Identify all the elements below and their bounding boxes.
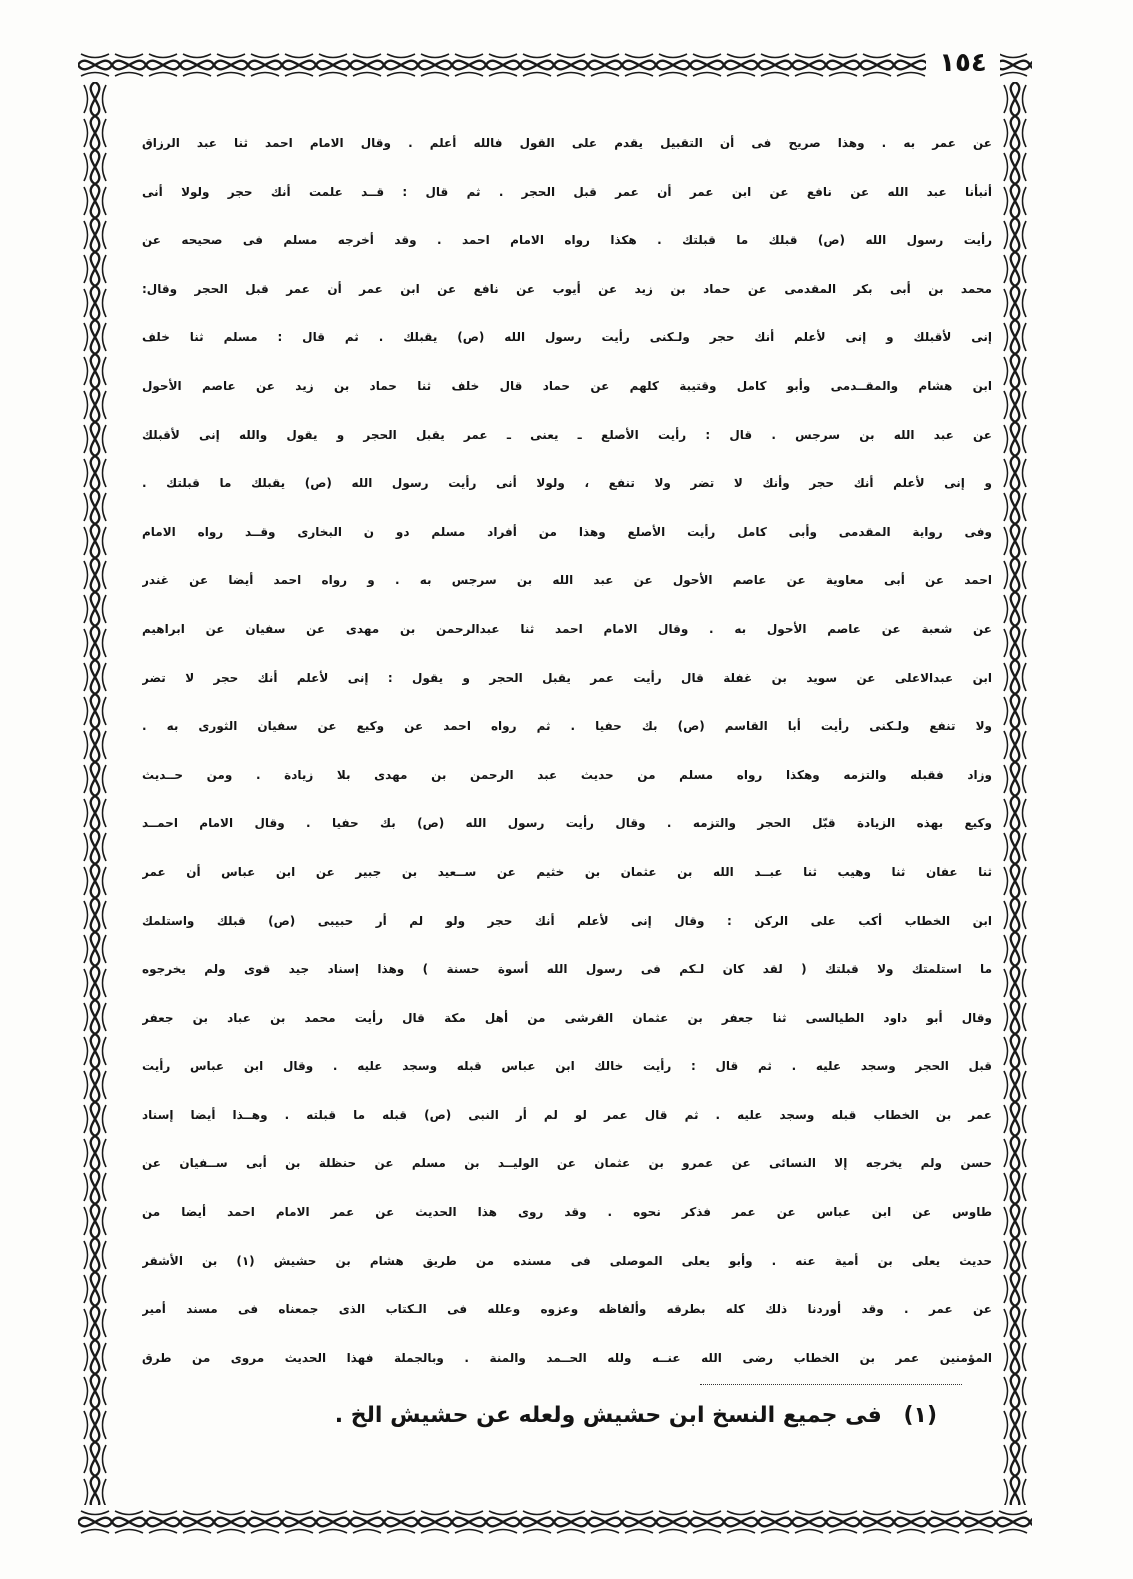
text-line-content: قبل الحجر وسجد عليه . ثم قال : رأيت خالك ابن عباس قبله وسجد عليه . وقال ابن عباس رأيت	[142, 1059, 992, 1074]
border-right	[998, 82, 1032, 1505]
text-line-content: وكيع بهذه الزيادة قبّل الحجر والتزمه . وقال رأيت رسول الله (ص) بك حفيا . وقال الامام احمــد	[142, 816, 992, 831]
border-bottom	[78, 1505, 1032, 1539]
text-line-content: عن عمر . وقد أوردنا ذلك كله بطرقه وألفاظه وعزوه وعلله فى الـكتاب الذى جمعناه فى مسند أمير	[142, 1302, 992, 1317]
text-line	[142, 654, 992, 703]
text-line	[142, 897, 992, 946]
text-line	[142, 313, 992, 362]
text-line	[142, 216, 992, 265]
text-line	[142, 119, 992, 168]
text-line-content: عن عبد الله بن سرجس . قال : رأيت الأصلع ـ يعنى ـ عمر يقبل الحجر و يقول والله إنى لأقبلك	[142, 427, 992, 442]
text-line	[142, 362, 992, 411]
text-line-content: وقال أبو داود الطيالسى ثنا جعفر بن عثمان القرشى من أهل مكة قال رأيت محمد بن عباد بن جعفر	[142, 1010, 992, 1025]
text-line-content: احمد عن أبى معاوية عن عاصم الأحول عن عبد الله بن سرجس به . و رواه احمد أيضا عن غندر	[142, 573, 992, 588]
footnote	[334, 1396, 937, 1436]
body-text	[142, 119, 992, 1382]
text-line	[142, 994, 992, 1043]
text-line	[142, 265, 992, 314]
text-line-content: حسن ولم يخرجه إلا النسائى عن عمرو بن عثمان عن الوليــد بن مسلم عن حنظلة بن أبى ســفيان عن	[142, 1156, 992, 1171]
text-line-content: ابن هشام والمقــدمى وأبو كامل وقتيبة كلهم عن حماد قال خلف ثنا حماد بن زيد عن عاصم الأحول	[142, 378, 992, 393]
text-line	[142, 945, 992, 994]
text-line	[142, 1188, 992, 1237]
text-line-content: ولا تنفع ولـكنى رأيت أبا القاسم (ص) بك حفيا . ثم رواه احمد عن وكيع عن سفيان الثورى به .	[142, 719, 992, 734]
text-line	[142, 1042, 992, 1091]
text-line	[142, 459, 992, 508]
text-line-content: طاوس عن ابن عباس عن عمر فذكر نحوه . وقد روى هذا الحديث عن عمر الامام احمد أيضا من	[142, 1205, 992, 1220]
page-number: ١٥٤	[926, 42, 1000, 84]
border-top	[78, 48, 1032, 82]
text-line-content: وزاد فقبله والتزمه وهكذا رواه مسلم من حديث عبد الرحمن بن مهدى بلا زيادة . ومن حــديث	[142, 767, 992, 782]
text-line	[142, 799, 992, 848]
text-line	[142, 1139, 992, 1188]
text-line-content: ابن عبدالاعلى عن سويد بن غفلة قال رأيت عمر يقبل الحجر و يقول : إنى لأعلم أنك حجر لا تضر	[142, 670, 992, 685]
text-line-content: رأيت رسول الله (ص) قبلك ما قبلتك . هكذا رواه الامام احمد . وقد أخرجه مسلم فى صحيحه عن	[142, 233, 992, 248]
text-line-content: عن شعبة عن عاصم الأحول به . وقال الامام احمد ثنا عبدالرحمن بن مهدى عن سفيان عن ابراهيم	[142, 621, 992, 636]
text-line	[142, 556, 992, 605]
text-line	[142, 1334, 992, 1383]
text-line	[142, 751, 992, 800]
footnote-separator	[700, 1384, 962, 1385]
text-line	[142, 1285, 992, 1334]
text-line-content: عن عمر به . وهذا صريح فى أن التقبيل يقدم على القول فالله أعلم . وقال الامام احمد ثنا عبد الرزاق	[142, 136, 992, 150]
text-line-content: ابن الخطاب أكب على الركن : وقال إنى لأعلم أنك حجر ولو لم أر حبيبى (ص) قبلك واستلمك	[142, 913, 992, 928]
text-line	[142, 168, 992, 217]
text-line	[142, 508, 992, 557]
text-line-content: و إنى لأعلم أنك حجر وأنك لا تضر ولا تنفع ، ولولا أنى رأيت رسول الله (ص) يقبلك ما قبلتك .	[142, 476, 992, 491]
text-line-content: أنبأنا عبد الله عن نافع عن ابن عمر أن عمر قبل الحجر . ثم قال : قــد علمت أنك حجر ولولا أنى	[142, 184, 992, 199]
text-line-content: ثنا عفان ثنا وهيب ثنا عبــد الله بن عثمان بن خثيم عن ســعيد بن جبير عن ابن عباس أن عمر	[142, 864, 992, 879]
text-line-content: المؤمنين عمر بن الخطاب رضى الله عنــه ولله الحــمد والمنة . وبالجملة فهذا الحديث مروى من طرق	[142, 1350, 992, 1365]
footnote-marker: (١)	[903, 1403, 937, 1428]
text-line	[142, 702, 992, 751]
text-line	[142, 1091, 992, 1140]
text-line-content: محمد بن أبى بكر المقدمى عن حماد بن زيد عن أيوب عن نافع عن ابن عمر أن عمر قبل الحجر وقال:	[142, 281, 992, 296]
text-line-content: حديث يعلى بن أمية عنه . وأبو يعلى الموصلى فى مسنده من طريق هشام بن حشيش (١) بن الأشقر	[142, 1253, 992, 1268]
text-line	[142, 411, 992, 460]
footnote-text: فى جميع النسخ ابن حشيش ولعله عن حشيش الخ .	[334, 1403, 882, 1428]
text-line	[142, 605, 992, 654]
text-line-content: ما استلمتك ولا قبلتك ( لقد كان لـكم فى رسول الله أسوة حسنة ) وهذا إسناد جيد قوى ولم يخرجوه	[142, 962, 992, 977]
text-line	[142, 848, 992, 897]
text-line-content: وفى رواية المقدمى وأبى كامل رأيت الأصلع وهذا من أفراد مسلم دو ن البخارى وقــد رواه الامام	[142, 524, 992, 539]
text-line-content: إنى لأقبلك و إنى لأعلم أنك حجر ولـكنى رأيت رسول الله (ص) يقبلك . ثم قال : مسلم ثنا خلف	[142, 330, 992, 345]
text-line	[142, 1237, 992, 1286]
border-left	[78, 82, 112, 1505]
text-line-content: عمر بن الخطاب قبله وسجد عليه . ثم قال عمر لو لم أر النبى (ص) قبله ما قبلته . وهــذا أيضا إسناد	[142, 1107, 992, 1122]
